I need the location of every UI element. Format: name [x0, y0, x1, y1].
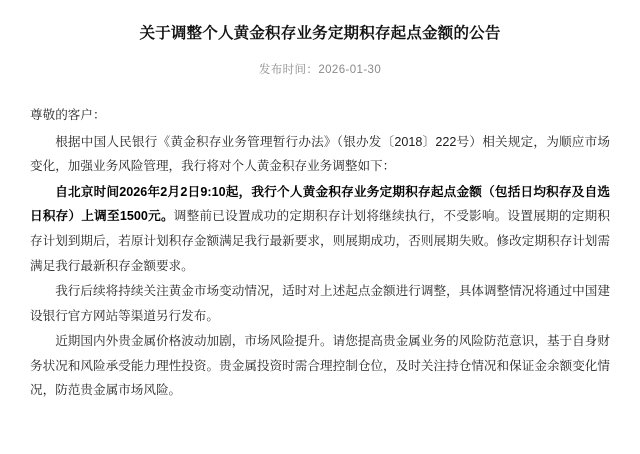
paragraph-2-highlight: 自北京时间2026年2月2日9:10起，我行个人黄金积存业务定期积存起点金额（包括日均积存及自选日积存）上调至1500元。: [30, 184, 610, 224]
salutation: 尊敬的客户：: [30, 108, 106, 123]
paragraph-1-text: 根据中国人民银行《黄金积存业务管理暂行办法》（银办发〔2018〕222号）相关规定，为顺应市场变化，加强业务风险管理，我行将对个人黄金积存业务调整如下：: [30, 134, 610, 174]
paragraph-2: [30, 180, 610, 278]
publish-label: 发布时间：: [258, 64, 319, 77]
paragraph-3-text: 我行后续将持续关注黄金市场变动情况，适时对上述起点金额进行调整，具体调整情况将通过中国建设银行官方网站等渠道另行发布。: [30, 284, 610, 323]
paragraph-4: [30, 329, 610, 403]
announcement-page: [0, 22, 640, 454]
paragraph-2-text: 调整前已设置成功的定期积存计划将继续执行，不受影响。设置展期的定期积存计划到期后，若原计划积存金额满足我行最新要求，则展期成功，否则展期失败。修改定期积存计划需满足我行最新积存金额要求。: [30, 209, 610, 273]
page-title: 关于调整个人黄金积存业务定期积存起点金额的公告: [139, 25, 501, 42]
paragraph-1: [30, 130, 610, 179]
paragraph-3: [30, 279, 610, 328]
paragraph-4-text: 近期国内外贵金属价格波动加剧，市场风险提升。请您提高贵金属业务的风险防范意识，基于自身财务状况和风险承受能力理性投资。贵金属投资时需合理控制仓位，及时关注持仓情况和保证金余额变化情况，防范贵金属市场风险。: [30, 334, 610, 398]
publish-meta: [0, 61, 640, 77]
document-body: [30, 103, 610, 403]
publish-date: 2026-01-30: [318, 64, 382, 77]
